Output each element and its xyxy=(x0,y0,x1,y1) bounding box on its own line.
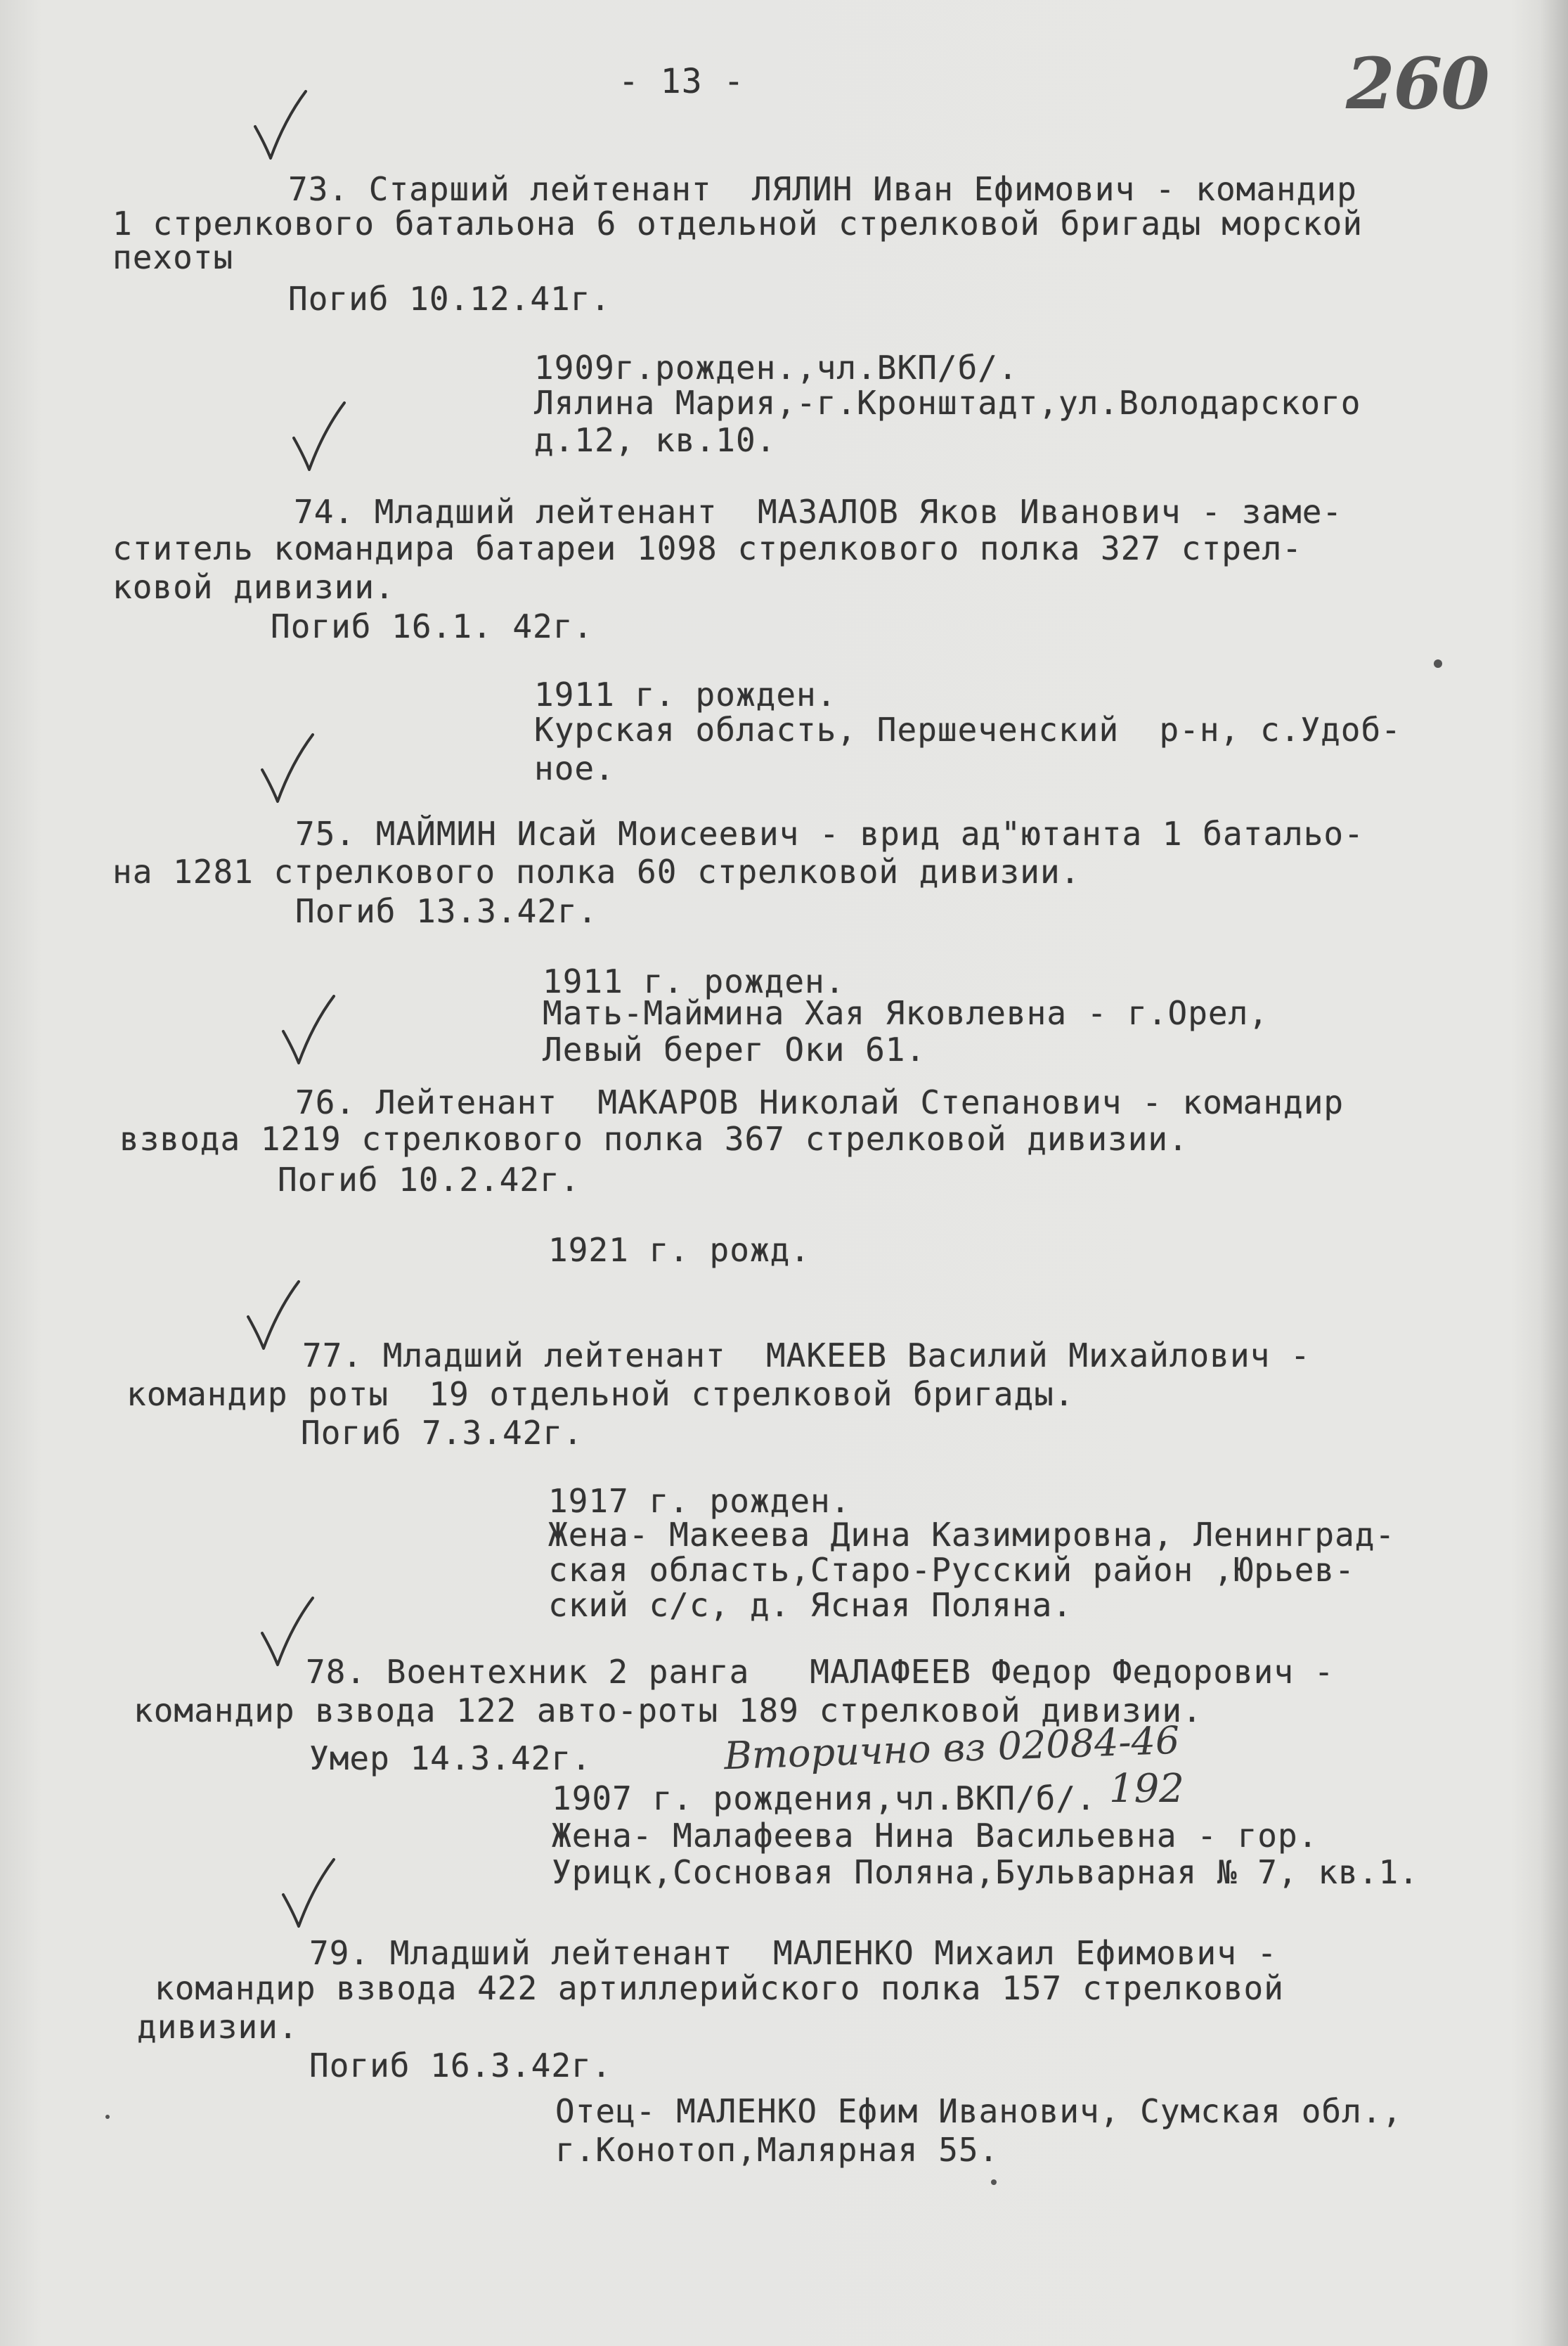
ink-speck xyxy=(991,2179,997,2185)
detail-line: Левый берег Оки 61. xyxy=(543,1031,926,1069)
entry-line: командир взвода 122 авто-роты 189 стрелковой дивизии. xyxy=(134,1691,1203,1729)
death-date: Погиб 10.2.42г. xyxy=(278,1161,581,1199)
death-date: Погиб 10.12.41г. xyxy=(288,280,611,318)
detail-line: 1907 г. рождения,чл.ВКП/б/. xyxy=(552,1779,1096,1817)
entry-line: ститель командира батареи 1098 стрелкового полка 327 стрел- xyxy=(112,529,1302,567)
handwritten-annotation: Вторично вз 02084-46 xyxy=(723,1717,1181,1779)
archive-folio-number: 260 xyxy=(1346,42,1489,125)
handwritten-annotation-number: 192 xyxy=(1109,1766,1184,1812)
entry-line: 73. Старший лейтенант ЛЯЛИН Иван Ефимович - командир xyxy=(288,170,1357,208)
ink-speck xyxy=(1434,659,1442,668)
entry-line: 78. Воентехник 2 ранга МАЛАФЕЕВ Федор Федорович - xyxy=(306,1653,1335,1691)
detail-line: Отец- МАЛЕНКО Ефим Иванович, Сумская обл., xyxy=(555,2092,1403,2130)
detail-line: ное. xyxy=(534,749,615,787)
entry-line: 79. Младший лейтенант МАЛЕНКО Михаил Ефимович - xyxy=(309,1934,1278,1972)
detail-line: 1917 г. рожден. xyxy=(548,1482,851,1520)
detail-line: 1911 г. рожден. xyxy=(534,676,837,714)
entry-line: 75. МАЙМИН Исай Моисеевич - врид ад"ютанта 1 батальо- xyxy=(295,815,1364,853)
entry-line: пехоты xyxy=(112,238,234,276)
entry-line: ковой дивизии. xyxy=(112,568,395,606)
ink-speck xyxy=(105,2115,110,2119)
detail-line: ская область,Старо-Русский район ,Юрьев- xyxy=(548,1551,1355,1589)
entry-line: взвода 1219 стрелкового полка 367 стрелковой дивизии. xyxy=(119,1120,1188,1158)
detail-line: г.Конотоп,Малярная 55. xyxy=(555,2131,999,2169)
detail-line: ский с/с, д. Ясная Поляна. xyxy=(548,1586,1073,1624)
detail-line: Урицк,Сосновая Поляна,Бульварная № 7, кв.1. xyxy=(552,1853,1419,1891)
death-date: Погиб 7.3.42г. xyxy=(301,1414,583,1452)
check-mark-icon xyxy=(257,731,320,808)
check-mark-icon xyxy=(278,993,341,1070)
check-mark-icon xyxy=(278,1856,341,1933)
detail-line: Жена- Малафеева Нина Васильевна - гор. xyxy=(552,1817,1318,1855)
entry-line: 76. Лейтенант МАКАРОВ Николай Степанович - командир xyxy=(295,1083,1345,1121)
entry-line: 77. Младший лейтенант МАКЕЕВ Василий Михайлович - xyxy=(302,1336,1311,1374)
entry-line: командир роты 19 отдельной стрелковой бригады. xyxy=(127,1375,1075,1413)
death-date: Погиб 13.3.42г. xyxy=(295,892,598,930)
detail-line: д.12, кв.10. xyxy=(534,421,777,459)
entry-line: командир взвода 422 артиллерийского полка 157 стрелковой xyxy=(155,1969,1284,2007)
death-date: Погиб 16.3.42г. xyxy=(309,2047,612,2084)
entry-line: дивизии. xyxy=(137,2008,299,2046)
death-date: Погиб 16.1. 42г. xyxy=(271,607,594,645)
detail-line: Мать-Маймина Хая Яковлевна - г.Орел, xyxy=(543,994,1269,1032)
page-number: - 13 - xyxy=(618,62,745,101)
check-mark-icon xyxy=(242,1278,306,1355)
detail-line: 1921 г. рожд. xyxy=(548,1231,811,1269)
entry-line: 1 стрелкового батальона 6 отдельной стрелковой бригады морской xyxy=(112,205,1363,243)
entry-line: на 1281 стрелкового полка 60 стрелковой дивизии. xyxy=(112,853,1081,891)
detail-line: Жена- Макеева Дина Казимировна, Ленинград- xyxy=(548,1516,1396,1554)
detail-line: Курская область, Першеченский р-н, с.Удоб- xyxy=(534,711,1401,749)
detail-line: Лялина Мария,-г.Кронштадт,ул.Володарского xyxy=(534,384,1361,422)
detail-line: 1911 г. рожден. xyxy=(543,962,845,1000)
detail-line: 1909г.рожден.,чл.ВКП/б/. xyxy=(534,349,1018,387)
check-mark-icon xyxy=(250,88,313,165)
check-mark-icon xyxy=(288,399,351,477)
page-edge-shadow xyxy=(1540,0,1568,2346)
death-date: Умер 14.3.42г. xyxy=(309,1739,592,1777)
entry-line: 74. Младший лейтенант МАЗАЛОВ Яков Иванович - заме- xyxy=(294,493,1343,531)
